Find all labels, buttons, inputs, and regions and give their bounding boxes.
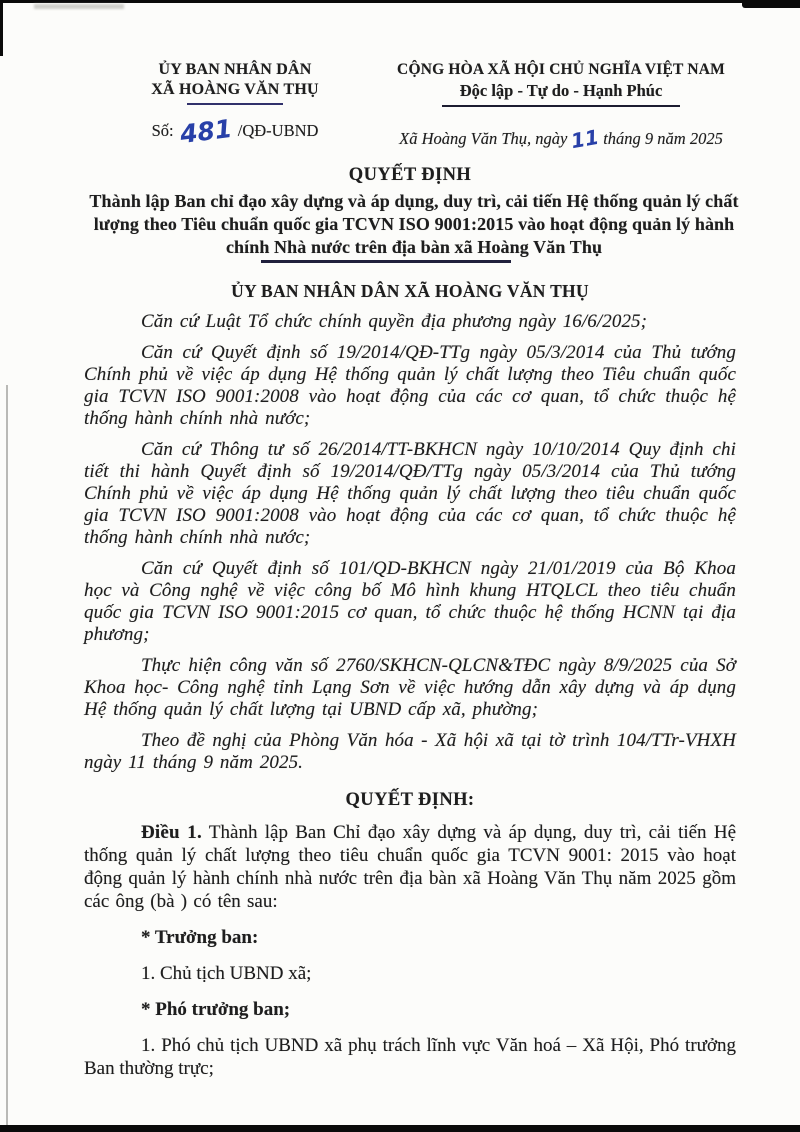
document-number [84, 113, 386, 150]
issuing-agency-line2: XÃ HOÀNG VĂN THỤ [151, 81, 319, 98]
article-1-label: Điều 1. [141, 822, 202, 843]
recital-paragraph: Theo đề nghị của Phòng Văn hóa - Xã hội xã tại tờ trình 104/TTr-VHXH ngày 11 tháng 9 năm 2025. [84, 730, 736, 773]
motto-line: Độc lập - Tự do - Hạnh Phúc [459, 81, 663, 100]
handwritten-day: 11 [569, 124, 602, 154]
place-date-prefix: Xã Hoàng Văn Thụ, ngày [399, 129, 568, 148]
role-item: 1. Phó chủ tịch UBND xã phụ trách lĩnh vực Văn hoá – Xã Hội, Phó trưởng Ban thường trực; [84, 1035, 736, 1079]
issuer-heading: ỦY BAN NHÂN DÂN XÃ HOÀNG VĂN THỤ [231, 281, 589, 301]
subject-underline [261, 260, 511, 263]
motto-underline [442, 105, 680, 107]
recital-paragraph: Thực hiện công văn số 2760/SKHCN-QLCN&TĐC ngày 8/9/2025 của Sở Khoa học- Công nghệ tỉnh Lạng Sơn về việc hướng dẫn xây dựng và áp dụng Hệ thống quản lý chất lượng tại UBND cấp xã, phường; [84, 655, 736, 720]
recital-paragraph: Căn cứ Luật Tổ chức chính quyền địa phương ngày 16/6/2025; [141, 311, 648, 332]
number-prefix: Số: [151, 121, 174, 140]
article-1 [84, 821, 736, 913]
issuing-agency-block [84, 60, 386, 107]
handwritten-number: 481 [178, 113, 234, 150]
national-motto-block [386, 60, 736, 107]
role-heading-pho-truong-ban: * Phó trưởng ban; [141, 999, 291, 1020]
number-suffix: /QĐ-UBND [237, 121, 319, 140]
issuing-agency-underline [187, 103, 283, 105]
scan-edge-bottom [0, 1125, 800, 1132]
role-item: 1. Chủ tịch UBND xã; [141, 963, 312, 984]
decision-title: QUYẾT ĐỊNH [348, 165, 472, 185]
place-date-suffix: tháng 9 năm 2025 [603, 129, 723, 148]
recital-paragraph: Căn cứ Thông tư số 26/2014/TT-BKHCN ngày 10/10/2014 Quy định chi tiết thi hành Quyết định số 19/2014/QĐ/TTg ngày 05/3/2014 của Thủ tướng Chính phủ về việc áp dụng Hệ thống quản lý chất lượng theo tiêu chuẩn quốc gia TCVN ISO 9001:2008 vào hoạt động của các cơ quan, tổ chức thuộc hệ thống hành chính nhà nước; [84, 439, 736, 548]
country-title: CỘNG HÒA XÃ HỘI CHỦ NGHĨA VIỆT NAM [397, 61, 725, 78]
article-1-text: Thành lập Ban Chỉ đạo xây dựng và áp dụng, duy trì, cải tiến Hệ thống quản lý chất lượng theo tiêu chuẩn quốc gia TCVN 9001: 2015 vào hoạt động quản lý hành chính nhà nước trên địa bàn xã Hoàng Văn Thụ năm 2025 gồm các ông (bà ) có tên sau: [84, 822, 737, 912]
document-header [84, 60, 736, 107]
number-date-row [84, 113, 736, 154]
decides-heading: QUYẾT ĐỊNH: [345, 790, 475, 810]
recital-paragraph: Căn cứ Quyết định số 101/QD-BKHCN ngày 21/01/2019 của Bộ Khoa học và Công nghệ về việc công bố Mô hình khung HTQLCL theo tiêu chuẩn quốc gia TCVN ISO 9001:2015 cơ quan, tổ chức thuộc hệ thống HCNN tại địa phương; [84, 558, 736, 645]
issuing-agency-line1: ỦY BAN NHÂN DÂN [158, 61, 312, 78]
place-and-date [386, 117, 736, 154]
decision-subject: Thành lập Ban chỉ đạo xây dựng và áp dụng, duy trì, cải tiến Hệ thống quản lý chất lượng theo Tiêu chuẩn quốc gia TCVN ISO 9001:2015 vào hoạt động quản lý hành chính Nhà nước trên địa bàn xã Hoàng Văn Thụ [89, 191, 739, 257]
role-heading-truong-ban: * Trưởng ban: [141, 927, 259, 948]
recital-paragraph: Căn cứ Quyết định số 19/2014/QĐ-TTg ngày 05/3/2014 của Thủ tướng Chính phủ về việc áp dụng Hệ thống quản lý chất lượng theo Tiêu chuẩn quốc gia TCVN ISO 9001:2008 vào hoạt động của các cơ quan, tổ chức thuộc hệ thống hành chính nhà nước; [84, 342, 736, 429]
